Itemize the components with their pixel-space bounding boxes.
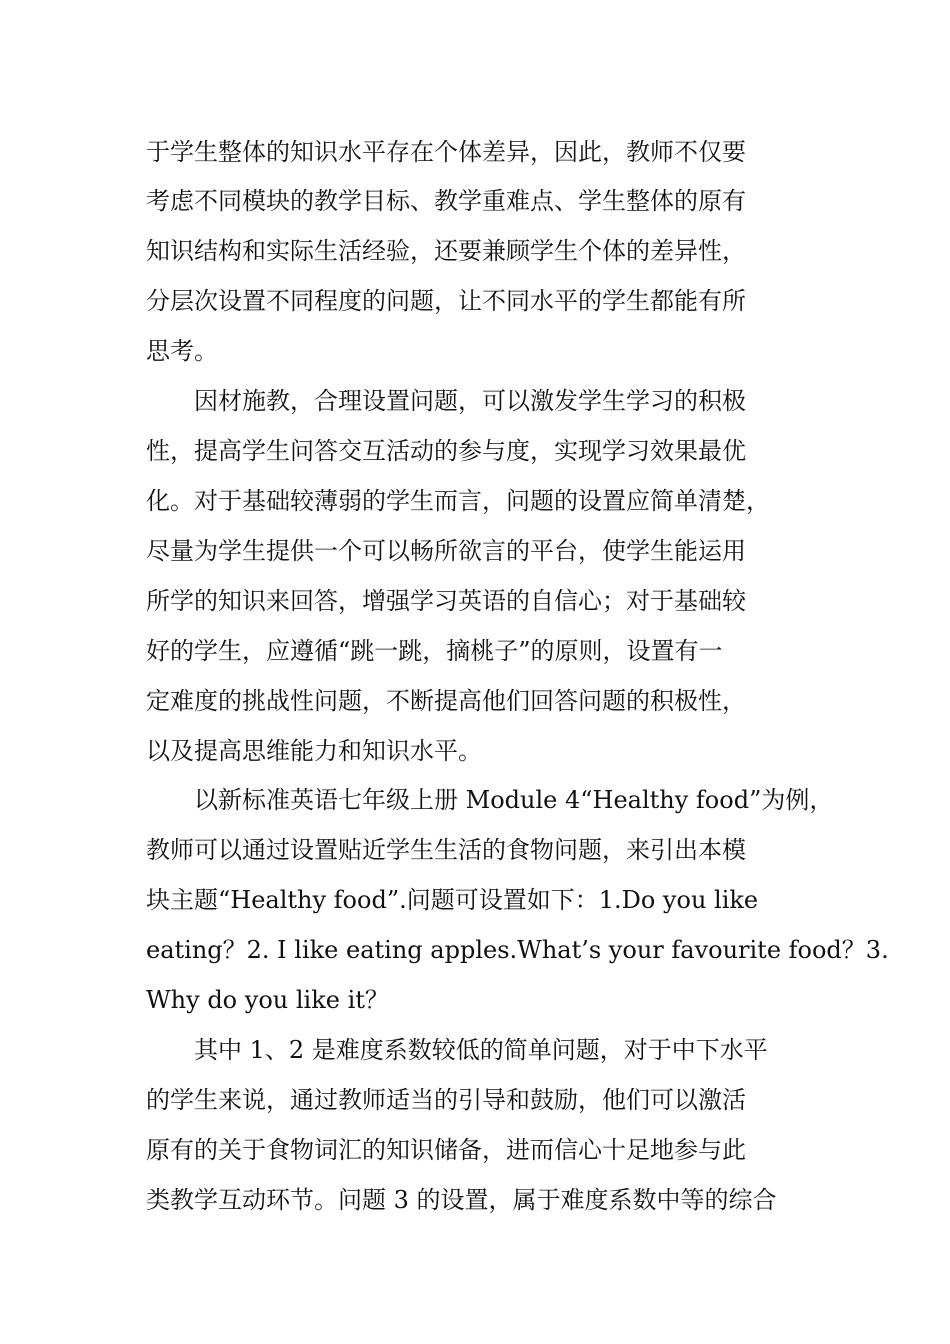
paragraph-first-line: 以新标准英语七年级上册 Module 4“Healthy food”为例， (194, 786, 834, 814)
text-line: 块主题“Healthy food”.问题可设置如下：1.Do you like (146, 886, 759, 914)
text-line: 于学生整体的知识水平存在个体差异，因此，教师不仅要 (146, 138, 746, 166)
text-line: 类教学互动环节。问题 3 的设置，属于难度系数中等的综合 (146, 1186, 777, 1214)
text-line: 的学生来说，通过教师适当的引导和鼓励，他们可以激活 (146, 1086, 746, 1114)
text-line: 知识结构和实际生活经验，还要兼顾学生个体的差异性， (146, 237, 746, 265)
text-line: 考虑不同模块的教学目标、教学重难点、学生整体的原有 (146, 187, 746, 215)
paragraph-first-line: 其中 1、2 是难度系数较低的简单问题，对于中下水平 (194, 1036, 768, 1064)
text-line: 思考。 (146, 337, 218, 365)
text-line: 定难度的挑战性问题，不断提高他们回答问题的积极性， (146, 687, 746, 715)
text-line: 性，提高学生问答交互活动的参与度，实现学习效果最优 (146, 437, 746, 465)
text-line: 原有的关于食物词汇的知识储备，进而信心十足地参与此 (146, 1136, 746, 1164)
text-line: 教师可以通过设置贴近学生生活的食物问题，来引出本模 (146, 836, 746, 864)
text-line: 好的学生，应遵循“跳一跳，摘桃子”的原则，设置有一 (146, 637, 723, 665)
text-line: 以及提高思维能力和知识水平。 (146, 737, 482, 765)
text-line: 化。对于基础较薄弱的学生而言，问题的设置应简单清楚， (146, 487, 770, 515)
text-line: 尽量为学生提供一个可以畅所欲言的平台，使学生能运用 (146, 537, 746, 565)
text-line: Why do you like it？ (146, 986, 389, 1014)
text-line: eating？2. I like eating apples.What’s your favourite food？3. (146, 936, 889, 964)
text-line: 分层次设置不同程度的问题，让不同水平的学生都能有所 (146, 287, 746, 315)
text-line: 所学的知识来回答，增强学习英语的自信心；对于基础较 (146, 587, 746, 615)
paragraph-first-line: 因材施教，合理设置问题，可以激发学生学习的积极 (194, 387, 746, 415)
